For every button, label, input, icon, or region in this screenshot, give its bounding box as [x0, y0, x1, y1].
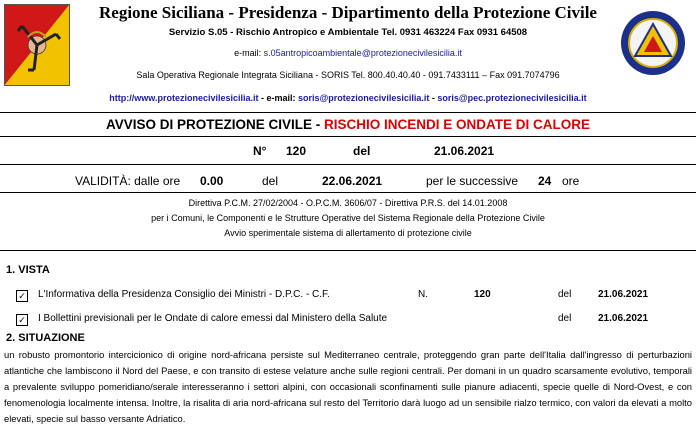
- soris-contacts: Sala Operativa Regionale Integrata Siciliana - SORIS Tel. 800.40.40.40 - 091.7433111 – Fax 091.7074796: [136, 70, 560, 80]
- divider: [0, 136, 696, 137]
- avviso-risk-type: RISCHIO INCENDI E ONDATE DI CALORE: [324, 117, 591, 132]
- vista-item-1-date: 21.06.2021: [598, 289, 649, 300]
- divider: [0, 192, 696, 193]
- vista-item-1-del-label: del: [558, 289, 572, 300]
- divider: [0, 112, 696, 113]
- email-label: e-mail:: [234, 48, 264, 58]
- directive-line-2: per i Comuni, le Componenti e le Strutture Operative del Sistema Regionale della Protezione Civile: [151, 213, 545, 223]
- validita-del-label: del: [262, 174, 279, 188]
- validita-ore-label: ore: [562, 174, 580, 188]
- pec-separator: -: [429, 93, 438, 103]
- vista-heading: 1. VISTA: [6, 264, 50, 276]
- divider: [0, 164, 696, 165]
- department-title: Regione Siciliana - Presidenza - Dipartimento della Protezione Civile: [99, 3, 597, 22]
- numero-del-label: del: [353, 144, 371, 158]
- vista-item-1-text: L'Informativa della Presidenza Consiglio dei Ministri - D.P.C. - C.F.: [38, 289, 330, 300]
- validita-date: 22.06.2021: [322, 174, 383, 188]
- pec-email-link[interactable]: soris@pec.protezionecivilesicilia.it: [437, 93, 587, 103]
- situazione-text: un robusto promontorio intercicionico di origine nord-africana persiste sul Mediterraneo centrale, proteggendo gran parte dell'Italia dall'ingresso di perturbazioni atlantiche che lambiscono il Nord del Paese, e con transito di estese velature anche sulle regioni centrali. Per domani in un quadro scarsamente evolutivo, temporali a prevalente sviluppo pomeridiano/serale interesseranno i settori alpini, con occasionali sconfinamenti sulle pianure adiacenti, specie quelle di Nord-Ovest, e con fenomenologia localmente intensa. Inoltre, la risalita di aria nord-africana sul resto del Territorio darà luogo ad un sensibile rialzo termico, con valori da elevati a molto elevati, specie sul basso versante Adriatico.: [4, 349, 692, 424]
- website-link[interactable]: http://www.protezionecivilesicilia.it: [109, 93, 259, 103]
- directive-line-1: Direttiva P.C.M. 27/02/2004 - O.P.C.M. 3606/07 - Direttiva P.R.S. del 14.01.2008: [188, 198, 508, 208]
- numero-value: 120: [286, 144, 307, 158]
- vista-checkbox-2[interactable]: ✓: [16, 314, 28, 326]
- service-line: Servizio S.05 - Rischio Antropico e Ambientale Tel. 0931 463224 Fax 0931 64508: [168, 27, 528, 38]
- numero-date: 21.06.2021: [434, 144, 495, 158]
- email2-label: - e-mail:: [258, 93, 299, 103]
- vista-item-2-date: 21.06.2021: [598, 313, 649, 324]
- situazione-heading: 2. SITUAZIONE: [6, 332, 85, 344]
- validita-ore: 0.00: [200, 174, 224, 188]
- validita-hours: 24: [538, 174, 552, 188]
- numero-label: N°: [253, 144, 267, 158]
- email-line: [0, 48, 696, 58]
- divider: [0, 250, 696, 251]
- vista-checkbox-1[interactable]: ✓: [16, 290, 28, 302]
- vista-item-1-n-value: 120: [474, 289, 491, 300]
- web-contacts-line: [0, 93, 696, 103]
- avviso-title: [0, 117, 696, 132]
- validita-successive-label: per le successive: [426, 174, 519, 188]
- vista-item-2-text: I Bollettini previsionali per le Ondate di calore emessi dal Ministero della Salute: [38, 313, 388, 324]
- service-email-link[interactable]: s.05antropicoambientale@protezionecivilesicilia.it: [263, 48, 462, 58]
- soris-email-link[interactable]: soris@protezionecivilesicilia.it: [298, 93, 430, 103]
- vista-item-1-n-label: N.: [418, 289, 428, 300]
- directive-line-3: Avvio sperimentale sistema di allertamento di protezione civile: [224, 228, 472, 238]
- avviso-prefix: AVVISO DI PROTEZIONE CIVILE -: [105, 117, 324, 132]
- vista-item-2-del-label: del: [558, 313, 572, 324]
- validita-label: VALIDITÀ: dalle ore: [75, 174, 181, 188]
